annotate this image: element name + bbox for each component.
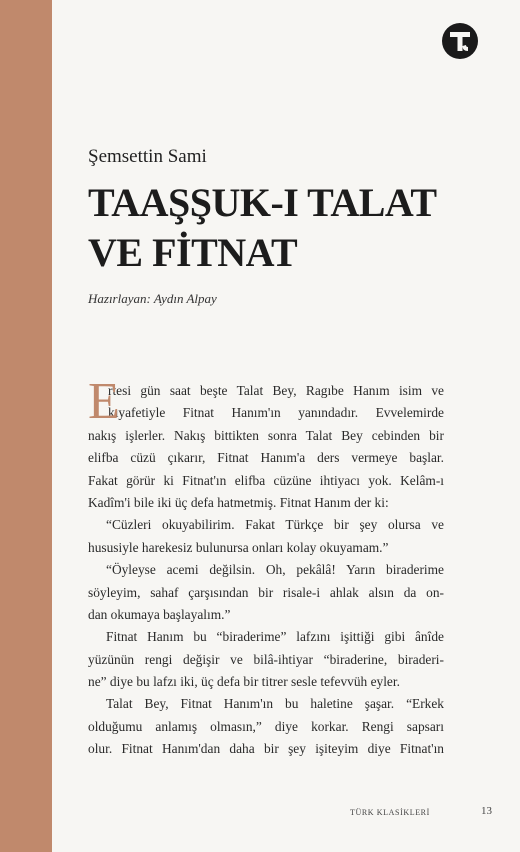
- text-line: kıyafetiyle Fitnat Hanım'ın yanındadır. Evvelemirde: [108, 405, 444, 421]
- book-title-line-2: VE FİTNAT: [88, 230, 298, 275]
- body-text: [88, 373, 444, 761]
- text-line: yüzünün rengi değişir ve bilâ-ihtiyar “biraderine, biraderi-: [88, 651, 444, 667]
- text-line: Fitnat Hanım bu “biraderime” lafzını işittiği gibi ânîde: [106, 629, 444, 645]
- text-line: olduğumu anlamış olmasın,” diye korkar. Rengi sapsarı: [88, 718, 444, 734]
- text-line: söyleyim, sahaf çarşısından bir risale-i ahlak alsın da on-: [88, 584, 444, 600]
- book-title-line-1: TAAŞŞUK-I TALAT: [88, 180, 437, 225]
- drop-cap: E: [88, 373, 120, 430]
- text-line: Fakat görür ki Fitnat'ın elifba cüzüne ihtiyacı yok. Kelâm-ı: [88, 472, 444, 488]
- book-title: [88, 178, 488, 278]
- page-number: 13: [481, 805, 492, 817]
- text-line: rtesi gün saat beşte Talat Bey, Ragıbe Hanım isim ve: [108, 383, 444, 398]
- text-line: nakış işlerler. Nakış bittikten sonra Talat Bey cebinden bir: [88, 427, 444, 443]
- footer-series-name: TÜRK KLASİKLERİ: [350, 808, 430, 817]
- text-line: Kadîm'i bile iki üç defa hatmetmiş. Fitnat Hanım der ki:: [88, 494, 389, 510]
- text-line: ne” diye bu lafzı iki, üç defa bir titrer sesle tefevvüh eyler.: [88, 674, 400, 690]
- text-line: elifba cüzü çıkarır, Fitnat Hanım'a ders vermeye başlar.: [88, 450, 444, 466]
- text-line: olur. Fitnat Hanım'dan daha bir şey işiteyim diye Fitnat'ın: [88, 741, 444, 757]
- text-line: hususiyle harekesiz bulunursa onları kolay okuyamam.”: [88, 539, 389, 555]
- text-line: “Öyleyse acemi değilsin. Oh, pekâlâ! Yarın biraderime: [106, 562, 444, 578]
- text-line: dan okumaya başlayalım.”: [88, 606, 231, 622]
- text-line: “Cüzleri okuyabilirim. Fakat Türkçe bir şey olursa ve: [106, 517, 444, 533]
- publisher-t-logo-icon: [441, 22, 479, 60]
- cover-spine-band: [0, 0, 52, 852]
- author-name: Şemsettin Sami: [88, 146, 207, 167]
- text-line: Talat Bey, Fitnat Hanım'ın bu haletine şaşar. “Erkek: [106, 696, 444, 712]
- editor-credit: Hazırlayan: Aydın Alpay: [88, 291, 217, 306]
